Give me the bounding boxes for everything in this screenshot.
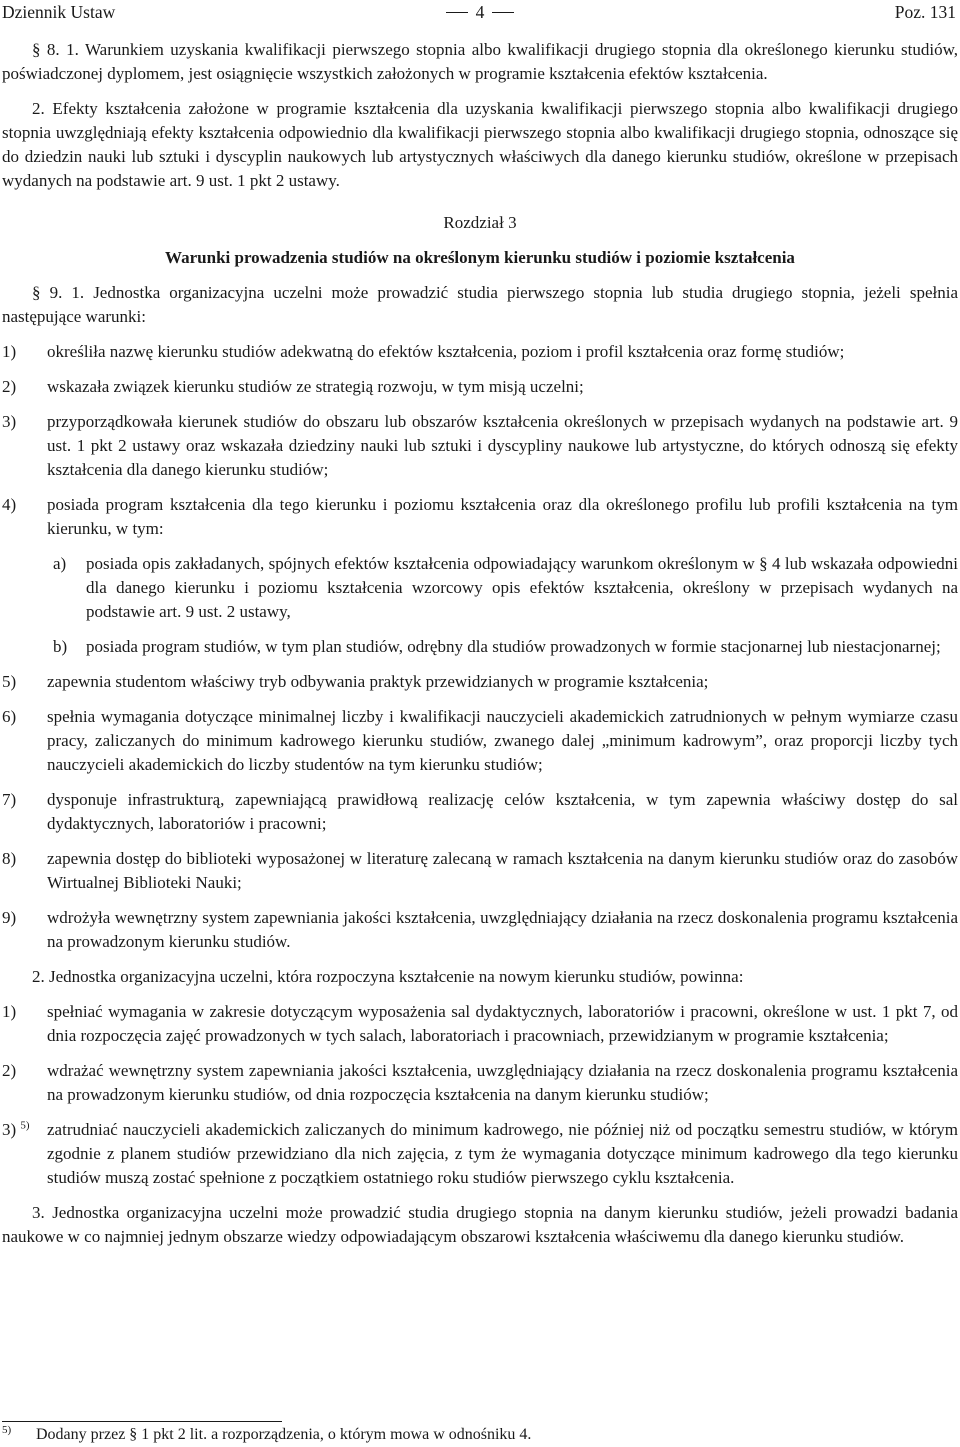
- section-8-paragraph-2: 2. Efekty kształcenia założone w programie kształcenia dla uzyskania kwalifikacji pierwszego stopnia albo kwalifikacji drugiego stopnia uwzględniają efekty kształcenia odpowiednio dla kwalifikacji pierwszego stopnia albo kwalifikacji drugiego stopnia, odnoszące się do dziedzin nauki lub sztuki i dyscyplin naukowych lub artystycznych właściwych dla danego kierunku studiów, określone w przepisach wydanych na podstawie art. 9 ust. 1 pkt 2 ustawy.: [2, 99, 958, 190]
- document-body: [2, 38, 958, 1249]
- dash-right: [492, 12, 514, 13]
- sub-list-item-letter: b): [53, 637, 68, 656]
- footnote-reference: 5): [20, 1119, 30, 1132]
- list-item-number: 1): [2, 1002, 17, 1021]
- list-item-number: 8): [2, 849, 17, 868]
- list-item-text: zapewnia studentom właściwy tryb odbywania praktyk przewidzianych w programie kształcenia;: [47, 672, 709, 691]
- sub-list-item: [2, 552, 958, 624]
- list-item: [2, 906, 958, 954]
- list-item: [2, 1000, 958, 1048]
- list-item-number-text: 3): [2, 1120, 17, 1139]
- chapter-label: Rozdział 3: [443, 213, 517, 232]
- list-item: [2, 847, 958, 895]
- sub-list-item-text: posiada opis zakładanych, spójnych efektów kształcenia odpowiadający warunkom określonym w § 4 lub wskazała odpowiedni dla danego kierunku i poziomu kształcenia wzorcowy opis efektów kształcenia, określony w przepisach wydanych na podstawie art. 9 ust. 2 ustawy,: [86, 554, 958, 621]
- list-item: [2, 375, 958, 399]
- dash-left: [446, 12, 468, 13]
- footnote-text: Dodany przez § 1 pkt 2 lit. a rozporządzenia, o którym mowa w odnośniku 4.: [36, 1426, 532, 1443]
- list-item: [2, 410, 958, 482]
- list-item-text: zapewnia dostęp do biblioteki wyposażonej w literaturę zalecaną w ramach kształcenia na danym kierunku studiów oraz do zasobów Wirtualnej Biblioteki Nauki;: [47, 849, 958, 892]
- list-item: [2, 705, 958, 777]
- list-item-number: 1): [2, 342, 17, 361]
- list-item-text: spełnia wymagania dotyczące minimalnej liczby i kwalifikacji nauczycieli akademickich zatrudnionych w pełnym wymiarze czasu pracy, zaliczanych do minimum kadrowego kierunku studiów, zwanego dalej „minimum kadrowym”, oraz proporcji liczby tych nauczycieli akademickich do liczby studentów na tym kierunku studiów;: [47, 707, 958, 774]
- sub-list-item: [2, 635, 958, 659]
- list-item: [2, 1059, 958, 1107]
- section-9-paragraph-3: 3. Jednostka organizacyjna uczelni może prowadzić studia drugiego stopnia na danym kierunku studiów, jeżeli prowadzi badania naukowe w co najmniej jednym obszarze wiedzy odpowiadającym obszarowi kształcenia właściwemu dla danego kierunku studiów.: [2, 1203, 958, 1246]
- list-item-number: 6): [2, 707, 17, 726]
- journal-title: Dziennik Ustaw: [2, 2, 116, 22]
- list-item-number: [2, 1118, 30, 1142]
- list-item: [2, 670, 958, 694]
- list-item-text: zatrudniać nauczycieli akademickich zaliczanych do minimum kadrowego, nie później niż od początku semestru studiów, w którym zgodnie z planem studiów przewidziano dla nich zajęcia, z tym że wymagania dotyczące minimum kadrowego dla tego kierunku studiów muszą zostać spełnione z początkiem ostatniego roku studiów pierwszego cyklu kształcenia.: [47, 1120, 958, 1187]
- list-item: [2, 493, 958, 541]
- list-item-number: 3): [2, 412, 17, 431]
- section-9-intro: § 9. 1. Jednostka organizacyjna uczelni może prowadzić studia pierwszego stopnia lub studia drugiego stopnia, jeżeli spełnia następujące warunki:: [2, 283, 958, 326]
- footnote-divider: [2, 1421, 282, 1422]
- list-item: [2, 788, 958, 836]
- chapter-title: Warunki prowadzenia studiów na określonym kierunku studiów i poziomie kształcenia: [165, 248, 795, 267]
- list-item-text: wskazała związek kierunku studiów ze strategią rozwoju, w tym misją uczelni;: [47, 377, 584, 396]
- list-item-text: posiada program kształcenia dla tego kierunku i poziomu kształcenia oraz dla określonego profilu lub profili kształcenia na tym kierunku, w tym:: [47, 495, 958, 538]
- list-item-text: spełniać wymagania w zakresie dotyczącym wyposażenia sal dydaktycznych, laboratoriów i pracowni, określone w ust. 1 pkt 7, od dnia rozpoczęcia zajęć prowadzonych w tych salach, laboratoriach i pracowniach, przewidzianym w programie kształcenia;: [47, 1002, 958, 1045]
- position-number: Poz. 131: [894, 2, 956, 22]
- list-item-number: 2): [2, 1061, 17, 1080]
- sub-list-item-letter: a): [53, 554, 67, 573]
- footnote: 5) Dodany przez § 1 pkt 2 lit. a rozporządzenia, o którym mowa w odnośniku 4.: [2, 1423, 532, 1443]
- page-header: [0, 2, 960, 26]
- list-item-number: 4): [2, 495, 17, 514]
- list-item-text: dysponuje infrastrukturą, zapewniającą prawidłową realizację celów kształcenia, w tym zapewnia właściwy dostęp do sal dydaktycznych, laboratoriów i pracowni;: [47, 790, 958, 833]
- section-8-paragraph-1: § 8. 1. Warunkiem uzyskania kwalifikacji pierwszego stopnia albo kwalifikacji drugiego stopnia dla określonego kierunku studiów, poświadczonej dyplomem, jest osiągnięcie wszystkich założonych w programie kształcenia efektów kształcenia.: [2, 40, 958, 83]
- list-item: [2, 340, 958, 364]
- section-9-paragraph-2-intro: 2. Jednostka organizacyjna uczelni, która rozpoczyna kształcenie na nowym kierunku studiów, powinna:: [32, 967, 744, 986]
- list-item-number: 9): [2, 908, 17, 927]
- list-item: [2, 1118, 958, 1190]
- page-number: 4: [475, 2, 485, 22]
- list-item-text: przyporządkowała kierunek studiów do obszaru lub obszarów kształcenia określonych w przepisach wydanych na podstawie art. 9 ust. 1 pkt 2 ustawy oraz wskazała dziedziny nauki lub sztuki i dyscypliny naukowe lub artystyczne, do których odnoszą się efekty kształcenia dla danego kierunku studiów;: [47, 412, 958, 479]
- list-item-text: wdrażać wewnętrzny system zapewniania jakości kształcenia, uwzględniający działania na rzecz doskonalenia programu kształcenia na prowadzonym kierunku studiów, od dnia rozpoczęcia kształcenia na danym kierunku studiów;: [47, 1061, 958, 1104]
- list-item-text: określiła nazwę kierunku studiów adekwatną do efektów kształcenia, poziom i profil kształcenia oraz formę studiów;: [47, 342, 845, 361]
- list-item-text: wdrożyła wewnętrzny system zapewniania jakości kształcenia, uwzględniający działania na rzecz doskonalenia programu kształcenia na prowadzonym kierunku studiów.: [47, 908, 958, 951]
- list-item-number: 2): [2, 377, 17, 396]
- list-item-number: 5): [2, 672, 17, 691]
- list-item-number: 7): [2, 790, 17, 809]
- page-number-wrap: [0, 2, 960, 23]
- sub-list-item-text: posiada program studiów, w tym plan studiów, odrębny dla studiów prowadzonych w formie stacjonarnej lub niestacjonarnej;: [86, 637, 941, 656]
